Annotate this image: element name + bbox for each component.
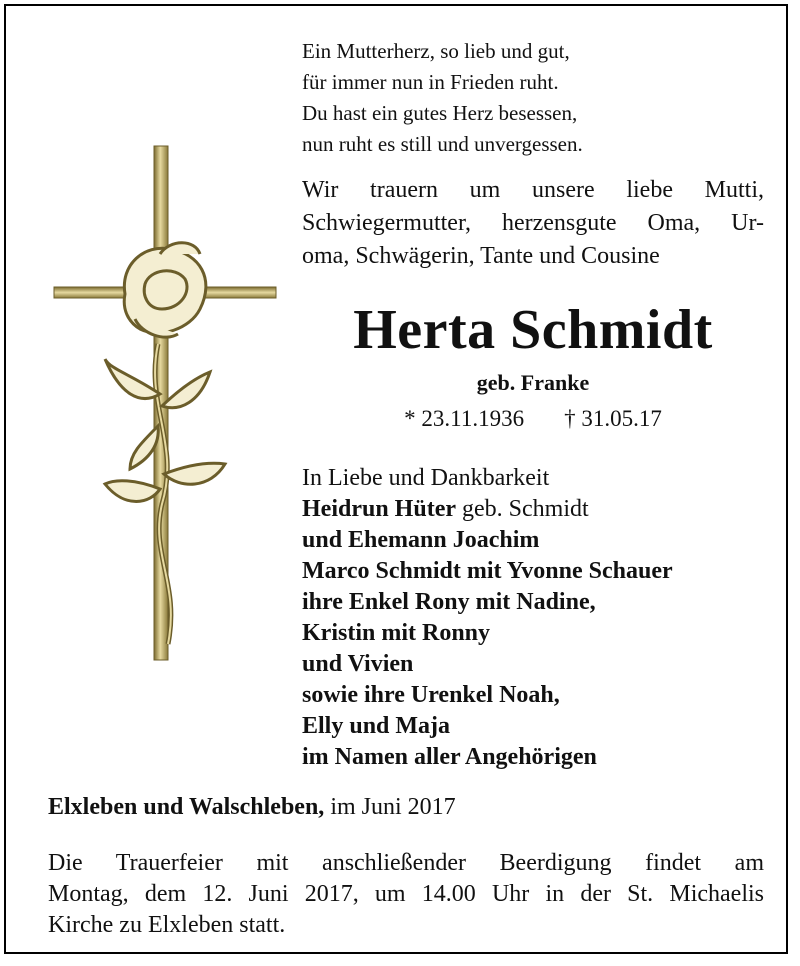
death-date: † 31.05.17	[564, 406, 662, 431]
mourning-line: Wir trauern um unsere liebe Mutti,	[302, 177, 764, 203]
place: Elxleben und Walschleben,	[48, 794, 325, 820]
place-and-date	[48, 791, 456, 823]
life-dates	[302, 403, 764, 435]
poem-line: nun ruht es still und unvergessen.	[302, 132, 583, 156]
mourning-intro	[302, 174, 764, 273]
mourner-line: Kristin mit Ronny	[302, 620, 491, 646]
deceased-name: Herta Schmidt	[353, 299, 713, 361]
funeral-service-notice	[48, 848, 764, 941]
mourner-line	[302, 494, 673, 525]
service-line: Kirche zu Elxleben statt.	[48, 912, 286, 938]
poem-line: Ein Mutterherz, so lieb und gut,	[302, 39, 570, 63]
service-line: Die Trauerfeier mit anschließender Beerdigung findet am	[48, 850, 764, 876]
mourners-list	[302, 463, 673, 773]
mourner-line: und Ehemann Joachim	[302, 527, 540, 553]
service-line: Montag, dem 12. Juni 2017, um 14.00 Uhr in der St. Michaelis	[48, 881, 764, 907]
mourning-line: Schwiegermutter, herzensgute Oma, Ur-	[302, 210, 764, 236]
obituary-frame	[4, 4, 788, 954]
poem-line: Du hast ein gutes Herz besessen,	[302, 101, 578, 125]
mourner-line: Marco Schmidt mit Yvonne Schauer	[302, 558, 673, 584]
birth-name: geb. Franke	[476, 370, 590, 395]
cross-with-rose-icon	[50, 144, 280, 664]
mourning-line: oma, Schwägerin, Tante und Cousine	[302, 243, 660, 269]
mourner-line: im Namen aller Angehörigen	[302, 744, 597, 770]
mourner-birth-name: geb. Schmidt	[456, 496, 589, 522]
mourner-line: und Vivien	[302, 651, 414, 677]
mourner-line: Elly und Maja	[302, 713, 451, 739]
poem-line: für immer nun in Frieden ruht.	[302, 70, 559, 94]
mourner-line: ihre Enkel Rony mit Nadine,	[302, 589, 596, 615]
mourners-intro: In Liebe und Dankbarkeit	[302, 465, 550, 491]
birth-date: * 23.11.1936	[404, 406, 525, 431]
mourner-line: sowie ihre Urenkel Noah,	[302, 682, 560, 708]
date: im Juni 2017	[324, 794, 456, 820]
mourner-name: Heidrun Hüter	[302, 496, 456, 522]
memorial-poem	[302, 36, 583, 160]
